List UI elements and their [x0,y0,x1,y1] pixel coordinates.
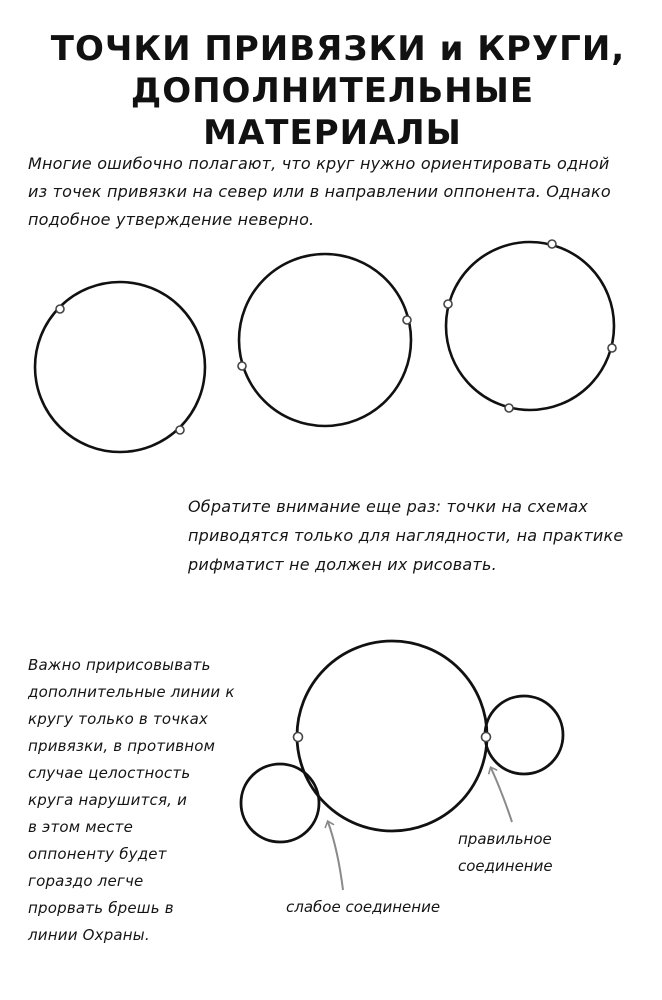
anchor-point-icon [482,733,491,742]
advice-line: Важно пририсовывать [28,656,211,674]
example-circle-four-points [444,240,616,412]
arrow-correct-icon [491,768,512,822]
correct-connection-label-line-2: соединение [458,857,553,875]
correct-connection-label-line-1: правильное [458,830,552,848]
advice-line: гораздо легче [28,872,144,890]
anchor-point-icon [56,305,64,313]
example-circle-two-points-rotated [238,254,411,426]
intro-line: Многие ошибочно полагают, что круг нужно ориентировать одной [28,154,610,173]
anchor-point-icon [403,316,411,324]
weak-connection-label: слабое соединение [286,898,441,916]
correct-connection-circle [485,696,563,774]
note-line: Обратите внимание еще раз: точки на схемах [188,497,589,516]
advice-line: в этом месте [28,818,133,836]
page-title-line-2: ДОПОЛНИТЕЛЬНЫЕ МАТЕРИАЛЫ [130,71,535,153]
anchor-point-icon [294,733,303,742]
advice-line: привязки, в противном [28,737,216,755]
intro-line: подобное утверждение неверно. [28,210,315,229]
advice-line: линии Охраны. [28,926,150,944]
weak-connection-circle [241,764,319,842]
advice-line: круга нарушится, и [28,791,188,809]
note-line: рифматист не должен их рисовать. [188,555,497,574]
advice-line: кругу только в точках [28,710,209,728]
advice-line: случае целостность [28,764,191,782]
anchor-point-icon [608,344,616,352]
note-paragraph [188,492,623,579]
example-circle-two-points [35,282,205,452]
anchor-point-icon [238,362,246,370]
advice-line: оппоненту будет [28,845,167,863]
advice-line: дополнительные линии к [28,683,235,701]
page-title-line-1: ТОЧКИ ПРИВЯЗКИ и КРУГИ, [50,29,626,69]
anchor-point-icon [176,426,184,434]
note-line: приводятся только для наглядности, на практике [188,526,624,545]
main-circle [297,641,487,831]
anchor-point-icon [444,300,452,308]
anchor-point-icon [505,404,513,412]
correct-connection-label [458,826,553,880]
arrow-weak-icon [328,822,343,890]
advice-paragraph [28,652,235,949]
anchor-point-icon [548,240,556,248]
advice-line: прорвать брешь в [28,899,174,917]
intro-line: из точек привязки на север или в направлении оппонента. Однако [28,182,611,201]
